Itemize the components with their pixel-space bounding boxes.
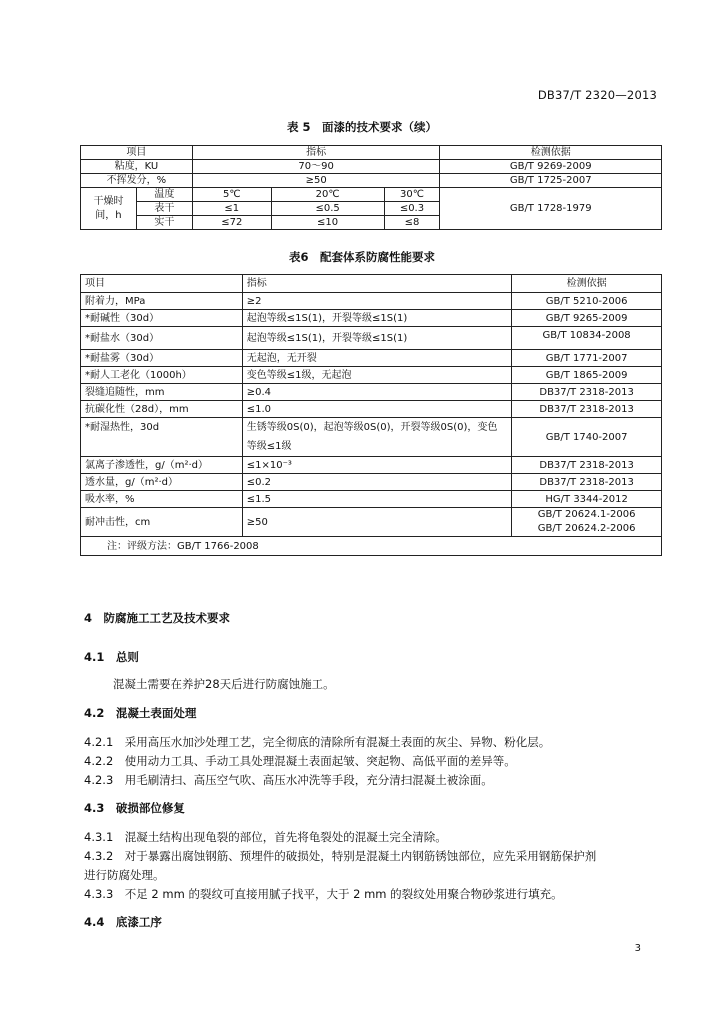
table-row [81, 367, 662, 384]
section-4-4-heading: 4.4 底漆工序 [84, 915, 162, 929]
row-item: 耐冲击性，cm [81, 508, 243, 537]
section-4-2-2: 4.2.2 使用动力工具、手动工具处理混凝土表面起皱、突起物、高低平面的差异等。 [84, 754, 516, 768]
table5-title: 表 5 面漆的技术要求（续） [286, 120, 437, 134]
section-4-3-heading: 4.3 破损部位修复 [84, 801, 185, 815]
hard-dry-20: ≤10 [271, 216, 384, 230]
drying-temp-20: 20℃ [271, 188, 384, 202]
row-item: 吸水率，% [81, 491, 243, 508]
row-basis: GB/T 10834-2008 [512, 327, 662, 350]
row-basis: DB37/T 2318-2013 [512, 384, 662, 401]
hard-dry-5: ≤72 [192, 216, 271, 230]
hard-dry-label: 实干 [136, 216, 192, 230]
section-4-3-1: 4.3.1 混凝土结构出现龟裂的部位，首先将龟裂处的混凝土完全清除。 [84, 830, 447, 844]
table-row [81, 293, 662, 310]
table-row [81, 537, 662, 556]
table5-header-index: 指标 [192, 146, 440, 160]
surface-dry-label: 表干 [136, 202, 192, 216]
table-row [81, 418, 662, 457]
section-4-2-heading: 4.2 混凝土表面处理 [84, 706, 197, 720]
table-row [81, 508, 662, 537]
drying-temp-5: 5℃ [192, 188, 271, 202]
table-row [81, 474, 662, 491]
row-index [242, 418, 511, 457]
table-row [81, 384, 662, 401]
row-index: 变色等级≤1级，无起泡 [242, 367, 511, 384]
table-row [81, 310, 662, 327]
row-index: ≥2 [242, 293, 511, 310]
row-index: 无起泡，无开裂 [242, 350, 511, 367]
table-row [81, 457, 662, 474]
row-basis-line: GB/T 20624.2-2006 [537, 523, 636, 534]
table-row [81, 160, 662, 174]
table6-header-item: 项目 [81, 275, 243, 293]
section-4-1-text: 混凝土需要在养护28天后进行防腐蚀施工。 [113, 677, 335, 691]
surface-dry-5: ≤1 [192, 202, 271, 216]
table-row [81, 174, 662, 188]
table6 [80, 274, 662, 556]
row-item: 氯离子渗透性，g/（m²·d） [81, 457, 243, 474]
row-item: 附着力，MPa [81, 293, 243, 310]
row-item: *耐湿热性，30d [81, 418, 243, 457]
table5-header-item: 项目 [81, 146, 193, 160]
row-item: *耐盐水（30d） [81, 327, 243, 350]
row-index: ≤1.0 [242, 401, 511, 418]
row-basis: HG/T 3344-2012 [512, 491, 662, 508]
row-basis: GB/T 1740-2007 [512, 418, 662, 457]
surface-dry-30: ≤0.3 [384, 202, 440, 216]
page-number: 3 [634, 943, 641, 954]
row-basis: GB/T 1865-2009 [512, 367, 662, 384]
section-4-1-heading: 4.1 总则 [84, 650, 139, 664]
row-item: 裂缝追随性，mm [81, 384, 243, 401]
table6-header-basis: 检测依据 [512, 275, 662, 293]
table6-header-index: 指标 [242, 275, 511, 293]
nonvolatile-basis: GB/T 1725-2007 [440, 174, 662, 188]
table6-note: 注：评级方法：GB/T 1766-2008 [81, 537, 662, 556]
nonvolatile-index: ≥50 [192, 174, 440, 188]
document-code: DB37/T 2320—2013 [537, 88, 657, 102]
row-index: ≤1.5 [242, 491, 511, 508]
drying-time-label: 干燥时间，h [81, 188, 137, 230]
row-basis: DB37/T 2318-2013 [512, 474, 662, 491]
section-4-2-3: 4.2.3 用毛刷清扫、高压空气吹、高压水冲洗等手段，充分清扫混凝土被涂面。 [84, 773, 493, 787]
table-row [81, 188, 662, 202]
section-4-3-3: 4.3.3 不足 2 mm 的裂纹可直接用腻子找平，大于 2 mm 的裂纹处用聚合物砂浆进行填充。 [84, 887, 563, 901]
row-basis: GB/T 5210-2006 [512, 293, 662, 310]
drying-basis: GB/T 1728-1979 [440, 188, 662, 230]
row-item: 透水量，g/（m²·d） [81, 474, 243, 491]
viscosity-basis: GB/T 9269-2009 [440, 160, 662, 174]
table5-header-basis: 检测依据 [440, 146, 662, 160]
viscosity-index: 70～90 [192, 160, 440, 174]
section-4-3-2-line2: 进行防腐处理。 [84, 868, 165, 882]
table6-title: 表6 配套体系防腐性能要求 [288, 250, 435, 264]
row-item: *耐人工老化（1000h） [81, 367, 243, 384]
section-4-2-1: 4.2.1 采用高压水加沙处理工艺，完全彻底的清除所有混凝土表面的灰尘、异物、粉化层。 [84, 735, 551, 749]
drying-temp-label: 温度 [136, 188, 192, 202]
row-basis: DB37/T 2318-2013 [512, 457, 662, 474]
row-index: ≤0.2 [242, 474, 511, 491]
drying-temp-30: 30℃ [384, 188, 440, 202]
row-basis: DB37/T 2318-2013 [512, 401, 662, 418]
row-item: 抗碳化性（28d），mm [81, 401, 243, 418]
section-4-heading: 4 防腐施工工艺及技术要求 [84, 611, 231, 625]
row-index: 起泡等级≤1S(1)，开裂等级≤1S(1) [242, 327, 511, 350]
table-row [81, 327, 662, 350]
row-index: ≤1×10⁻³ [242, 457, 511, 474]
table-row [81, 146, 662, 160]
row-basis: GB/T 1771-2007 [512, 350, 662, 367]
table-row [81, 275, 662, 293]
table-row [81, 401, 662, 418]
row-basis-line: GB/T 20624.1-2006 [537, 509, 636, 520]
table-row [81, 491, 662, 508]
section-4-3-2-line1: 4.3.2 对于暴露出腐蚀钢筋、预埋件的破损处，特别是混凝土内钢筋锈蚀部位，应先采用钢筋保护剂 [84, 849, 597, 863]
viscosity-item: 粘度，KU [81, 160, 193, 174]
row-index: 起泡等级≤1S(1)，开裂等级≤1S(1) [242, 310, 511, 327]
row-item: *耐碱性（30d） [81, 310, 243, 327]
row-index: ≥50 [242, 508, 511, 537]
row-index-line: 等级≤1级 [246, 441, 292, 452]
row-index-line: 生锈等级0S(0)，起泡等级0S(0)，开裂等级0S(0)，变色 [246, 422, 498, 433]
row-basis [512, 508, 662, 537]
table5 [80, 145, 662, 230]
row-item: *耐盐雾（30d） [81, 350, 243, 367]
table-row [81, 350, 662, 367]
hard-dry-30: ≤8 [384, 216, 440, 230]
nonvolatile-item: 不挥发分，% [81, 174, 193, 188]
surface-dry-20: ≤0.5 [271, 202, 384, 216]
row-index: ≥0.4 [242, 384, 511, 401]
row-basis: GB/T 9265-2009 [512, 310, 662, 327]
